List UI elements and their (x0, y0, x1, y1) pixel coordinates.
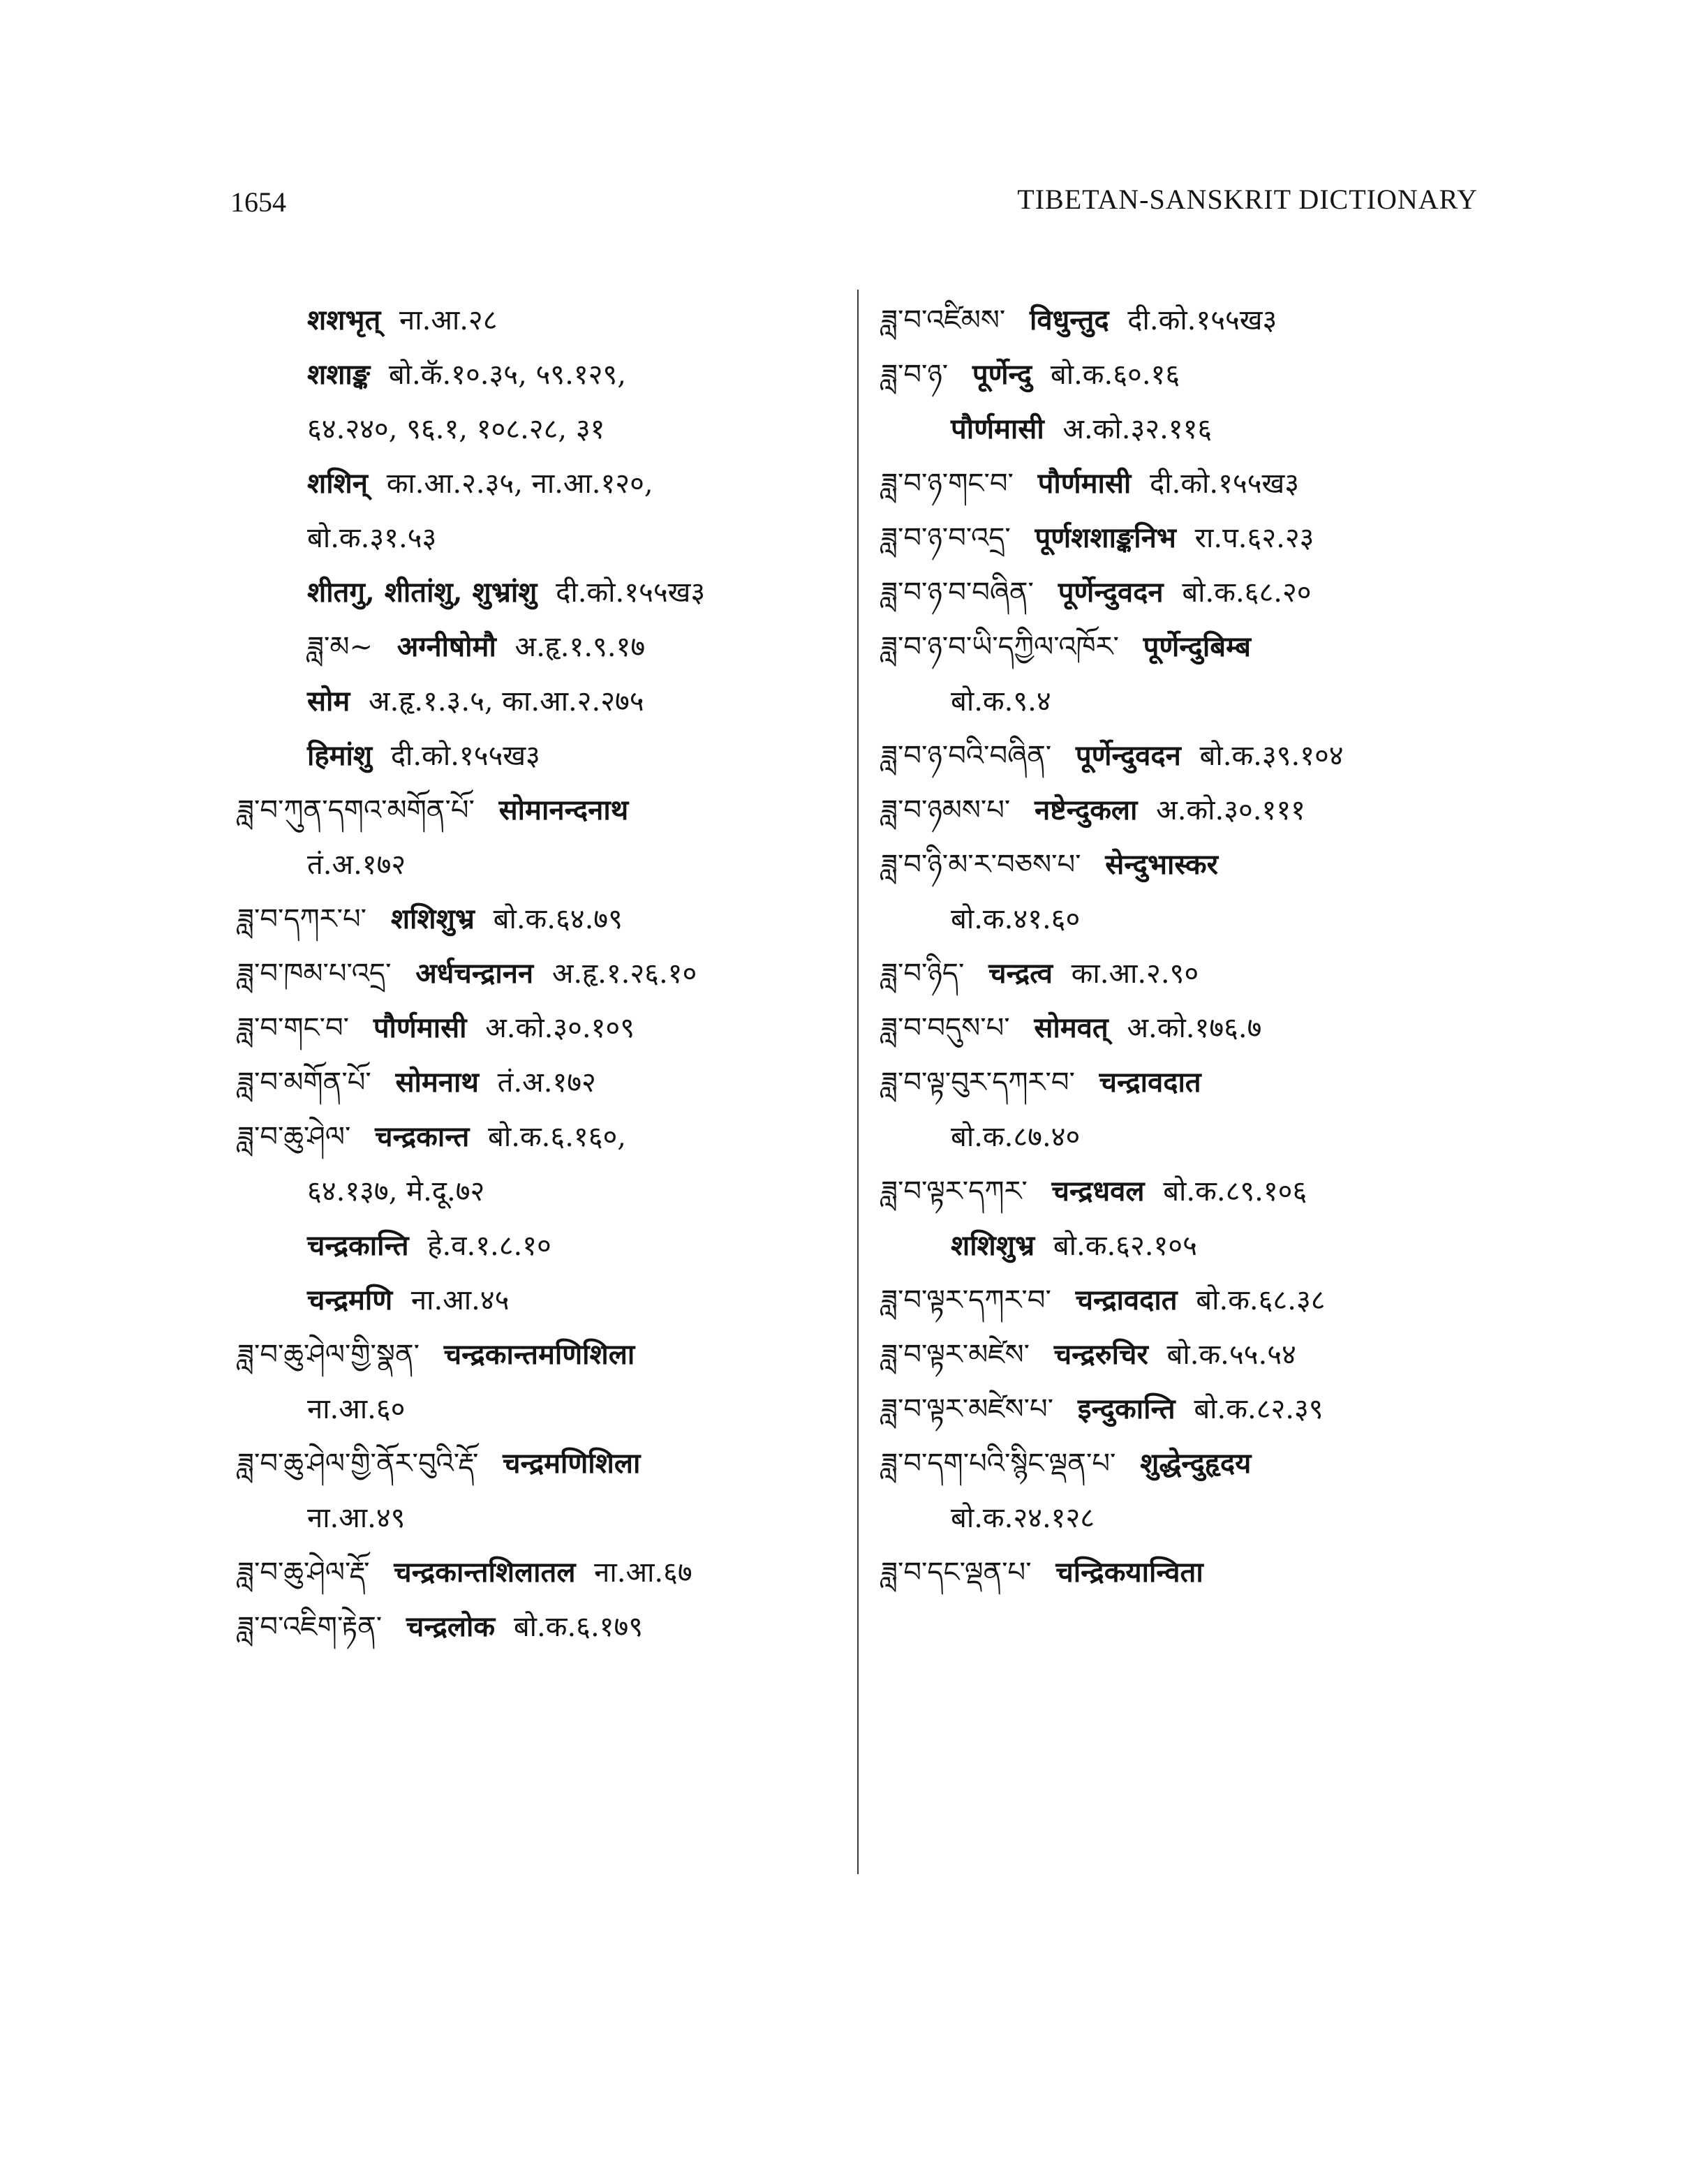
source-reference: बो.क.६८.३८ (1196, 1284, 1326, 1316)
source-reference: बो.क.३९.१०४ (1199, 740, 1344, 772)
sanskrit-equivalent: अग्नीषोमौ (396, 630, 496, 663)
tibetan-headword: ཟླ་བ་ཉ་ (881, 359, 949, 391)
sanskrit-equivalent: चन्द्रकान्ति (307, 1229, 409, 1262)
source-reference: ना.आ.४९ (307, 1502, 406, 1534)
tibetan-headword: ཟླ་བ་དཀར་པ་ (237, 903, 367, 935)
running-head: TIBETAN-SANSKRIT DICTIONARY (1017, 184, 1478, 215)
dictionary-line (237, 565, 845, 620)
sanskrit-equivalent: शशभृत् (307, 304, 381, 336)
source-reference: अ.को.१७६.७ (1127, 1012, 1262, 1044)
dictionary-line (881, 892, 1509, 946)
source-reference: बो.क.८२.३९ (1194, 1393, 1324, 1425)
source-reference: बो.क.६.१६०, (488, 1121, 627, 1153)
source-reference: का.आ.२.९० (1071, 958, 1199, 990)
tibetan-headword: ཟླ་བ་ཀུན་དགའ་མགོན་པོ་ (237, 794, 475, 826)
source-reference: बो.क.५५.५४ (1166, 1339, 1296, 1371)
left-column (237, 293, 845, 1654)
tibetan-headword: ཟླ་བ་འཛིམས་ (881, 304, 1006, 336)
dictionary-line (881, 1545, 1509, 1600)
tibetan-headword: ཟླ་བ་ལྟར་དཀར་ (881, 1175, 1028, 1208)
dictionary-line (237, 1600, 845, 1654)
tibetan-headword: ཟླ་བ་གང་བ་ (237, 1012, 350, 1044)
sanskrit-equivalent: पूर्णेन्दुबिम्ब (1143, 630, 1251, 663)
tibetan-headword: ཟླ་བ་ཉ་བ་འདྲ་ (881, 522, 1011, 554)
sanskrit-equivalent: चन्द्रावदात (1075, 1284, 1178, 1316)
dictionary-line (237, 456, 845, 511)
tibetan-headword: ཟླ་བ་ལྟར་མཛེས་པ་ (881, 1393, 1054, 1425)
sanskrit-equivalent: पौर्णमासी (951, 413, 1044, 445)
sanskrit-equivalent: पूर्णेन्दुवदन (1075, 739, 1181, 772)
right-column (881, 293, 1509, 1600)
source-reference: बो.क.६२.१०५ (1053, 1230, 1197, 1262)
sanskrit-equivalent: चन्द्रकान्त (375, 1120, 470, 1153)
dictionary-line (237, 511, 845, 565)
dictionary-line (881, 1491, 1509, 1545)
dictionary-line (237, 293, 845, 348)
source-reference: अ.हृ.१.९.१७ (514, 631, 646, 663)
dictionary-line (881, 348, 1509, 402)
source-reference: बो.क.२४.१२८ (951, 1502, 1095, 1534)
source-reference: बो.क.४१.६० (951, 903, 1081, 935)
dictionary-line (881, 729, 1509, 783)
dictionary-line (237, 1001, 845, 1055)
dictionary-line (881, 1382, 1509, 1436)
dictionary-line (881, 620, 1509, 674)
dictionary-line (881, 1164, 1509, 1219)
source-reference: दी.को.१५५ख३ (390, 740, 540, 772)
tibetan-headword: ཟླ་བ་ཆུ་ཤེལ་གྱི་སྣན་ (237, 1339, 420, 1371)
tibetan-headword: ཟླ་བ་ཆུ་ཤེལ་ (237, 1121, 351, 1153)
source-reference: ना.आ.२८ (399, 304, 498, 336)
dictionary-line (881, 1219, 1509, 1273)
sanskrit-equivalent: हिमांशु (307, 739, 373, 772)
sanskrit-equivalent: अर्धचन्द्रानन (415, 957, 534, 990)
dictionary-line (237, 729, 845, 783)
sanskrit-equivalent: विधुन्तुद (1030, 304, 1109, 336)
source-reference: बो.क.६.१७९ (513, 1611, 644, 1643)
sanskrit-equivalent: पूर्णेन्दु (972, 358, 1032, 391)
dictionary-line (881, 1055, 1509, 1110)
dictionary-line (237, 1436, 845, 1491)
dictionary-line (237, 1328, 845, 1382)
sanskrit-equivalent: शशाङ्क (307, 358, 371, 391)
source-reference: बो.क.६८.२० (1182, 577, 1312, 609)
dictionary-line (237, 1055, 845, 1110)
source-reference: तं.अ.१७२ (497, 1067, 596, 1099)
tibetan-headword: ཟླ་བ་ཉ་བ་བཞིན་ (881, 577, 1034, 609)
dictionary-line (237, 1545, 845, 1600)
dictionary-line (881, 1273, 1509, 1328)
source-reference: रा.प.६२.२३ (1194, 522, 1314, 554)
tibetan-headword: ཟླ་བ་དང་ལྡན་པ་ (881, 1557, 1032, 1589)
dictionary-line (881, 674, 1509, 729)
sanskrit-equivalent: चन्द्ररुचिर (1053, 1338, 1148, 1371)
sanskrit-equivalent: सोम (307, 685, 350, 718)
tibetan-headword: ཟླ་བ་བདུས་པ་ (881, 1012, 1010, 1044)
tibetan-headword: ཟླ་བ་ལྟར་དཀར་བ་ (881, 1284, 1051, 1316)
sanskrit-equivalent: पौर्णमासी (373, 1011, 467, 1044)
tibetan-headword: ཟླ་བ་ཉི་མ་ར་བཅས་པ་ (881, 849, 1081, 881)
dictionary-line (881, 511, 1509, 565)
tibetan-headword: ཟླ་བ་ཉིད་ (881, 958, 965, 990)
source-reference: बो.कॅ.१०.३५, ५९.१२९, (388, 359, 626, 391)
dictionary-line (237, 620, 845, 674)
dictionary-line (237, 1110, 845, 1164)
dictionary-line (237, 674, 845, 729)
source-reference: का.आ.२.३५, ना.आ.१२०, (386, 468, 653, 500)
sanskrit-equivalent: चन्द्रलोक (406, 1610, 496, 1643)
dictionary-line (237, 783, 845, 838)
tibetan-headword: ཟླ་བ་མགོན་པོ་ (237, 1067, 371, 1099)
dictionary-line (237, 1382, 845, 1436)
source-reference: दी.को.१५५ख३ (1127, 304, 1277, 336)
sanskrit-equivalent: चन्द्रमणिशिला (503, 1447, 641, 1480)
sanskrit-equivalent: शशिशुभ्र (951, 1229, 1035, 1262)
sanskrit-equivalent: चन्द्रत्व (988, 957, 1053, 990)
source-reference: बो.क.६०.१६ (1050, 359, 1180, 391)
source-reference: अ.को.३०.१११ (1156, 794, 1305, 826)
sanskrit-equivalent: शशिन् (307, 467, 368, 500)
tibetan-headword: ཟླ་བ་འཇིག་རྟེན་ (237, 1611, 383, 1643)
sanskrit-equivalent: चन्द्रकान्तमणिशिला (443, 1338, 635, 1371)
dictionary-line (881, 402, 1509, 456)
source-reference: दी.को.१५५ख३ (556, 577, 706, 609)
dictionary-line (881, 946, 1509, 1001)
dictionary-line (881, 1110, 1509, 1164)
dictionary-line (237, 1273, 845, 1328)
tibetan-headword: ཟླ་བ་ཆུ་ཤེལ་རྡོ་ (237, 1557, 370, 1589)
tibetan-headword: ཟླ་བ་ལྟ་བུར་དཀར་བ་ (881, 1067, 1075, 1099)
source-reference: अ.को.३०.१०९ (485, 1012, 635, 1044)
sanskrit-equivalent: नष्टेन्दुकला (1035, 794, 1138, 826)
source-reference: ना.आ.६० (307, 1393, 406, 1425)
dictionary-line (881, 565, 1509, 620)
sanskrit-equivalent: सेन्दुभास्कर (1105, 848, 1219, 881)
source-reference: दी.को.१५५ख३ (1150, 468, 1300, 500)
tibetan-headword: ཟླ་བ་ཉ་གང་བ་ (881, 468, 1014, 500)
source-reference: बो.क.६४.७९ (493, 903, 623, 935)
sanskrit-equivalent: इन्दुकान्ति (1077, 1392, 1176, 1425)
tibetan-headword: ཟླ་བ་ཉ་བའི་བཞིན་ (881, 740, 1052, 772)
dictionary-line (237, 1219, 845, 1273)
source-reference: अ.हृ.१.३.५, का.आ.२.२७५ (369, 685, 644, 718)
sanskrit-equivalent: शशिशुभ्र (390, 902, 475, 935)
source-reference: बो.क.९.४ (951, 685, 1051, 718)
dictionary-line (237, 838, 845, 892)
column-divider (857, 290, 859, 1874)
sanskrit-equivalent: सोमानन्दनाथ (498, 794, 629, 826)
tibetan-headword: ཟླ་བ་ཆུ་ཤེལ་གྱི་ནོར་བུའི་རྡོ་ (237, 1448, 479, 1480)
sanskrit-equivalent: सोमनाथ (395, 1066, 479, 1099)
sanskrit-equivalent: सोमवत् (1034, 1011, 1109, 1044)
tibetan-headword: ཟླ་བ་ཉམས་པ་ (881, 794, 1011, 826)
source-reference: तं.अ.१७२ (307, 849, 406, 881)
source-reference: अ.को.३२.११६ (1062, 413, 1213, 445)
sanskrit-equivalent: चन्द्रावदात (1099, 1066, 1201, 1099)
dictionary-line (881, 1436, 1509, 1491)
dictionary-line (881, 456, 1509, 511)
source-reference: ना.आ.६७ (594, 1557, 692, 1589)
dictionary-line (881, 293, 1509, 348)
sanskrit-equivalent: चन्द्रिकयान्विता (1055, 1556, 1203, 1589)
sanskrit-equivalent: चन्द्रकान्तशिलातल (394, 1556, 576, 1589)
dictionary-line (881, 838, 1509, 892)
source-reference: ६४.१३७, मे.दू.७२ (307, 1175, 485, 1208)
source-reference: अ.हृ.१.२६.१० (551, 958, 697, 990)
dictionary-line (237, 1164, 845, 1219)
dictionary-line (237, 1491, 845, 1545)
dictionary-line (237, 892, 845, 946)
dictionary-line (237, 348, 845, 402)
page-number: 1654 (230, 186, 286, 218)
sanskrit-equivalent: शीतगु, शीतांशु, शुभ्रांशु (307, 576, 538, 609)
source-reference: हे.व.१.८.१० (427, 1230, 551, 1262)
source-reference: बो.क.८७.४० (951, 1121, 1081, 1153)
dictionary-line (881, 783, 1509, 838)
dictionary-line (237, 946, 845, 1001)
sanskrit-equivalent: पूर्णेन्दुवदन (1058, 576, 1164, 609)
sanskrit-equivalent: पौर्णमासी (1037, 467, 1132, 500)
source-reference: बो.क.३१.५३ (307, 522, 437, 554)
dictionary-line (881, 1001, 1509, 1055)
source-reference: ६४.२४०, ९६.१, १०८.२८, ३१ (307, 413, 605, 445)
source-reference: ना.आ.४५ (410, 1284, 510, 1316)
tibetan-headword: ཟླ་བ་ཁམ་པ་འདྲ་ (237, 958, 392, 990)
sanskrit-equivalent: पूर्णशशाङ्कनिभ (1035, 521, 1176, 554)
sanskrit-equivalent: शुद्धेन्दुहृदय (1140, 1447, 1252, 1480)
dictionary-line (237, 402, 845, 456)
sanskrit-equivalent: चन्द्रधवल (1051, 1175, 1145, 1208)
tibetan-headword: ཟླ་བ་ལྟར་མཛེས་ (881, 1339, 1030, 1371)
dictionary-line (881, 1328, 1509, 1382)
sanskrit-equivalent: चन्द्रमणि (307, 1284, 393, 1316)
tibetan-headword: ཟླ་བ་དག་པའི་སྙིང་ལྡན་པ་ (881, 1448, 1116, 1480)
source-reference: बो.क.८९.१०६ (1163, 1175, 1307, 1208)
tibetan-headword: ཟླ་མ~ (307, 631, 373, 663)
tibetan-headword: ཟླ་བ་ཉ་བ་ཡི་དཀྱིལ་འཁོར་ (881, 631, 1119, 663)
